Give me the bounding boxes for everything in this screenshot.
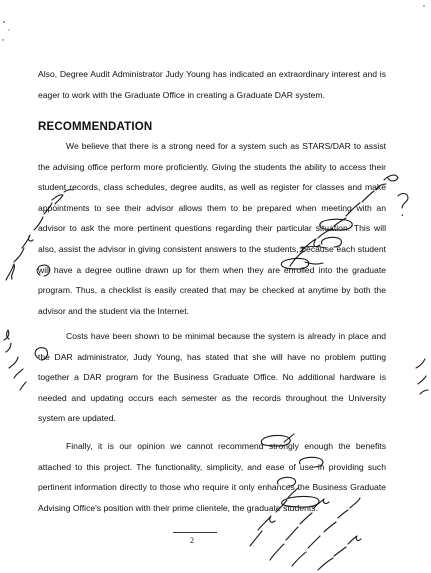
section-heading: RECOMMENDATION bbox=[38, 121, 153, 133]
handwritten-scribble-right-margin bbox=[416, 359, 428, 394]
final-paragraph: Finally, it is our opinion we cannot recommend strongly enough the benefits attached to this project. The functionality, simplicity, and ease of use in providing such pertinent information directly to those who require it only enhances the Business Graduate Advising Office's position with their prime clientele, the graduate students. bbox=[38, 441, 386, 513]
handwritten-scribble-left-margin-2 bbox=[4, 330, 26, 390]
recommendation-paragraph: We believe that there is a strong need for a system such as STARS/DAR to assist the advising office perform more proficiently. Giving the students the ability to access their student records, class schedules, degree audits, as well as register for classes and make appointments to see their advisor allows them to be prepared when meeting with an advisor to ask the more pertinent questions regarding their particular situation. This will also, assist the advisor in giving consistent answers to the students, because each student will have a degree outline drawn up for them when they are enrolled into the graduate program. Thus, a checklist is easily created that may be checked at anytime by both the advisor and the student via the Internet. bbox=[38, 141, 386, 316]
footer-rule bbox=[173, 532, 217, 533]
handwritten-scribble-lower-right-4 bbox=[318, 536, 361, 570]
costs-paragraph: Costs have been shown to be minimal because the system is already in place and the DAR administrator, Judy Young, has stated that she will have no problem putting together a DAR program for the Business Graduate Office. No additional hardware is needed and updating occurs each semester as the records throughout the University system are updated. bbox=[38, 331, 386, 424]
intro-paragraph: Also, Degree Audit Administrator Judy Young has indicated an extraordinary interest and is eager to work with the Graduate Office in creating a Graduate DAR system. bbox=[38, 69, 386, 100]
handwritten-question-mark bbox=[398, 194, 408, 216]
page-number: 2 bbox=[190, 536, 194, 545]
